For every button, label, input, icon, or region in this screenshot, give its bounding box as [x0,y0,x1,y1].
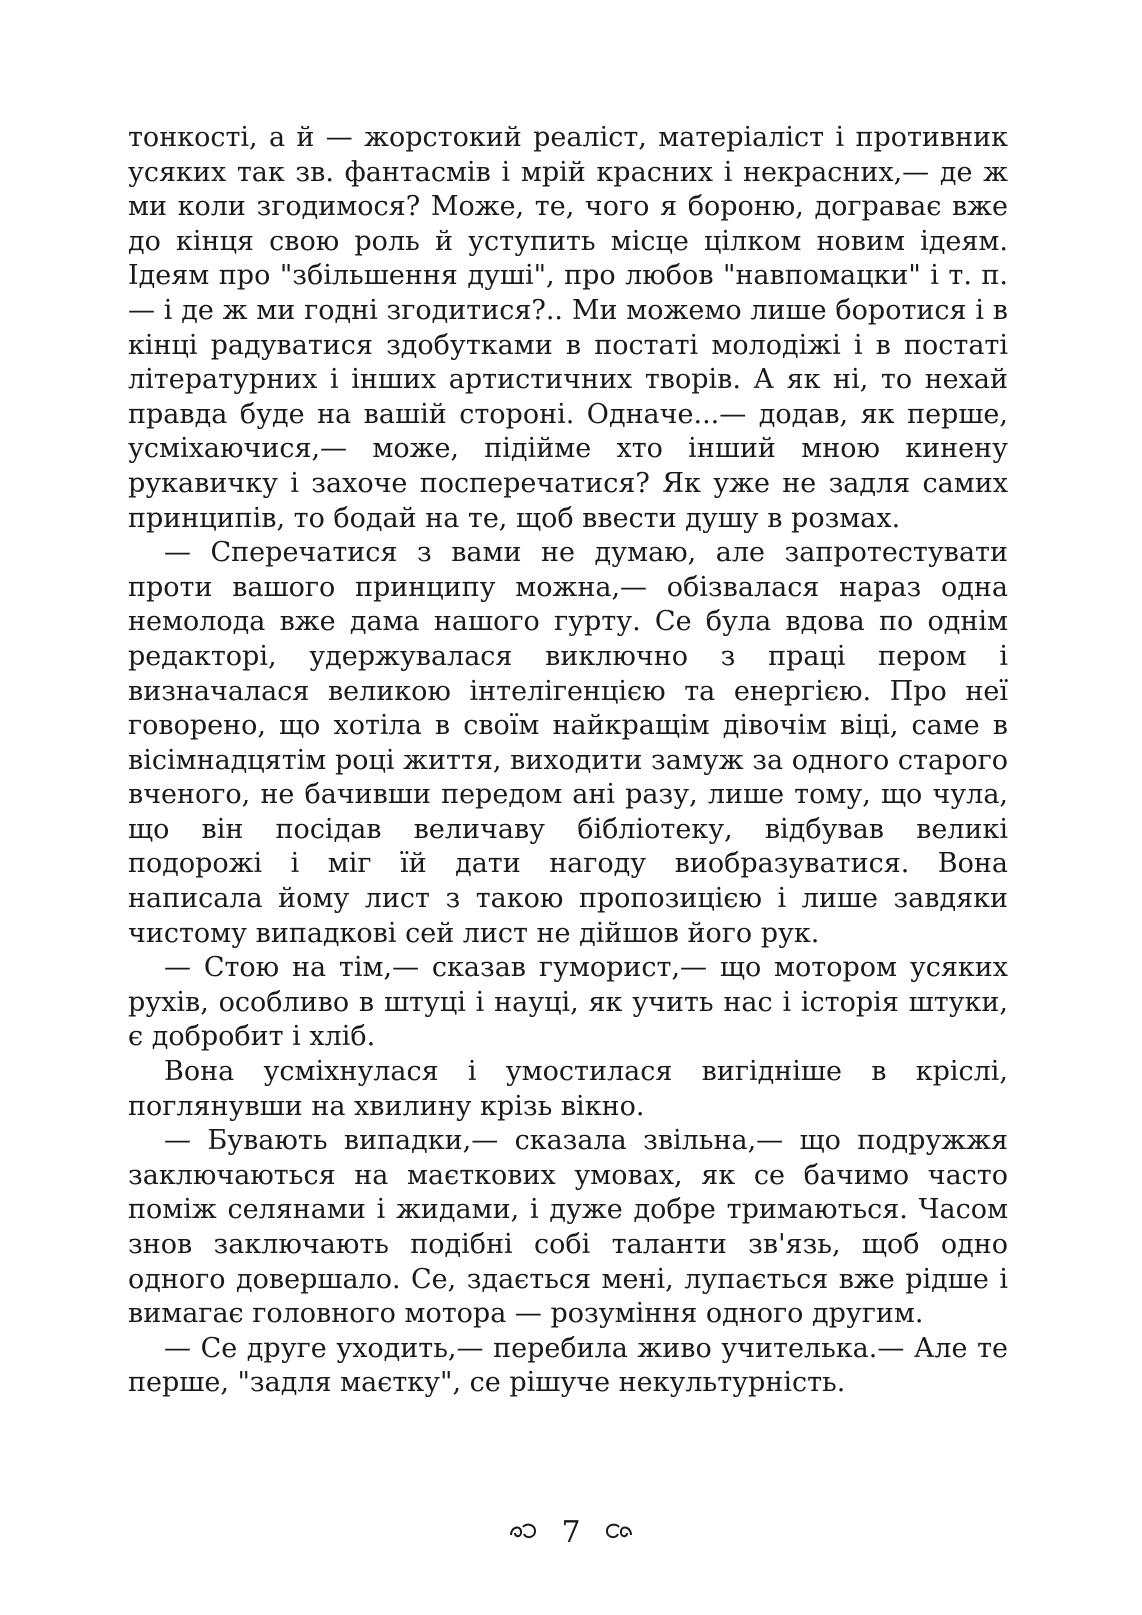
body-text [128,121,1008,1401]
paragraph-2: — Спеpечатися з вами не думаю, але запротестувати проти вашого принципу можна,— обізвалася нараз одна немолода вже дама нашого гурту. Се була вдова по однім редакторі, удержувалася виключно з праці пером і визначалася великою інтелігенцією та енергією. Про неї говорено, що хотіла в своїм найкращім дівочім віці, саме в вісімнадцятім році життя, виходити замуж за одного старого вченого, не бачивши передом ані разу, лише тому, що чула, що він посідав величаву бібліотеку, відбував великі подорожі і міг їй дати нагоду виобразуватися. Вона написала йому лист з такою пропозицією і лише завдяки чистому випадкові сей лист не дійшов його рук. [128,537,1008,949]
page-number: 7 [561,1515,581,1550]
paragraph-1: тонкості, а й — жорстокий реаліст, матеріаліст і противник усяких так зв. фантасмів і мрій красних і некрасних,— де ж ми коли згодимося? Може, те, чого я бороню, дограває вже до кінця свою роль й уступить місце цілком новим ідеям. Ідеям про "збільшення душі", про любов "навпомацки" і т. п.— і де ж ми годні згодитися?.. Ми можемо лише боротися і в кінці радуватися здобутками в постаті молодіжі і в постаті літературних і інших артистичних творів. А як ні, то нехай правда буде на вашій стороні. Одначе...— додав, як перше, усміхаючися,— може, підійме хто інший мною кинену рукавичку і захоче посперечатися? Як уже не задля самих принципів, то бодай на те, щоб ввести душу в розмах. [128,122,1008,534]
paragraph-6: — Се друге уходить,— перебила живо учителька.— Але те перше, "задля маєтку", се рішуче некультурність. [128,1332,1008,1399]
page-footer [0,1515,1142,1550]
paragraph-4: Вона усміхнулася і умостилася вигідніше в кріслі, поглянувши на хвилину крізь вікно. [128,1056,1008,1122]
paragraph-3: — Стою на тім,— сказав гуморист,— що мотором усяких рухів, особливо в штуці і науці, як учить нас і історія штуки, є добробит і хліб. [128,952,1008,1053]
paragraph-5: — Бувають випадки,— сказала звільна,— що подружжя заключаються на маєткових умовах, як се бачимо часто поміж селянами і жидами, і дуже добре тримаються. Часом знов заключають подібні собі таланти зв'язь, щоб одно одного довершало. Се, здається мені, лупається вже рідше і вимагає головного мотора — розуміння одного другим. [128,1125,1008,1330]
ornament-right-icon [604,1516,634,1550]
ornament-left-icon [508,1516,538,1550]
